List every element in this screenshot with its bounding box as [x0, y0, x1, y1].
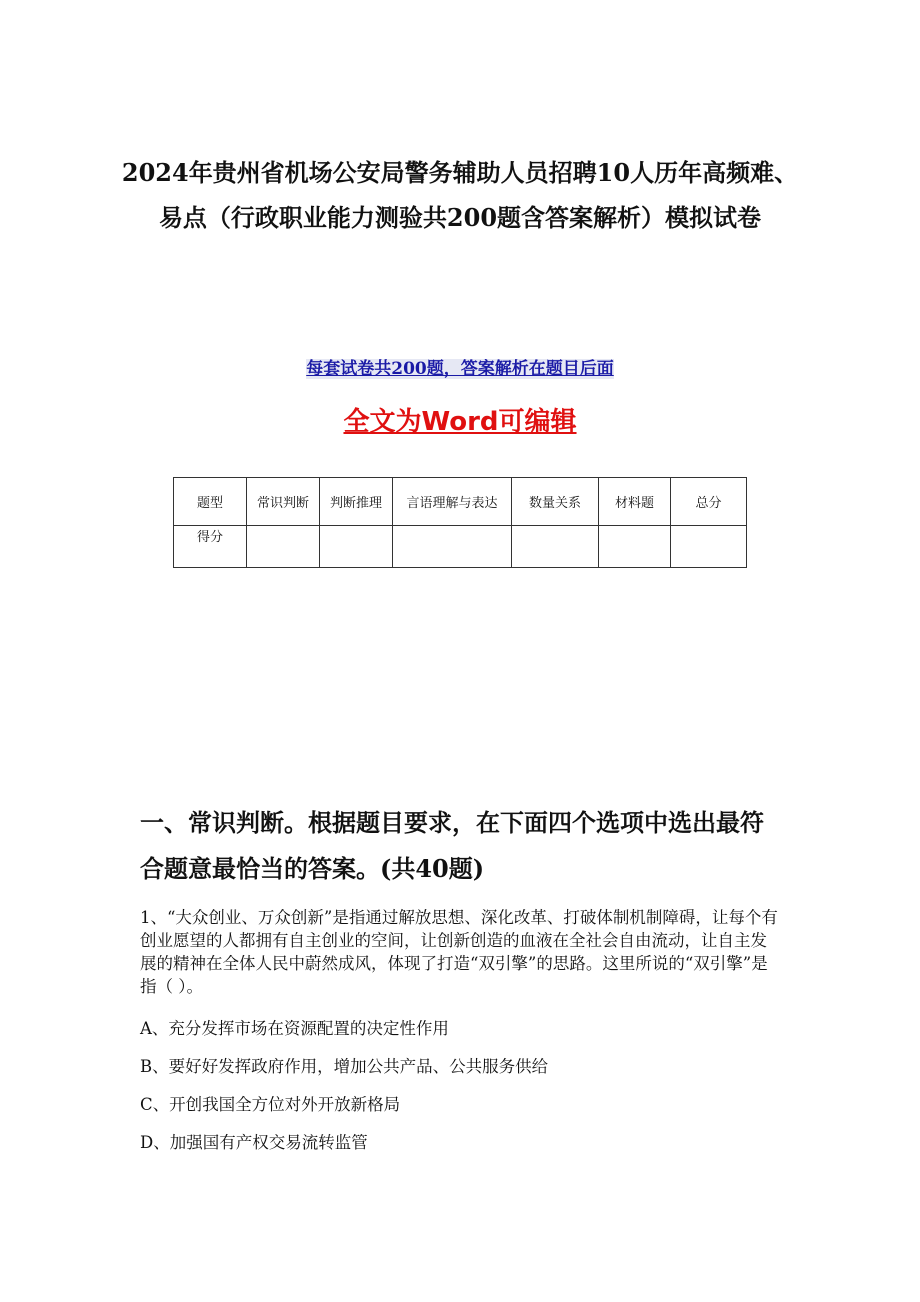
score-cell[interactable]: [320, 526, 393, 568]
option-d: D、加强国有产权交易流转监管: [140, 1133, 368, 1152]
header-cell-material: 材料题: [599, 478, 671, 526]
header-cell-common-sense: 常识判断: [247, 478, 320, 526]
header-cell-type: 题型: [174, 478, 247, 526]
subtitle-link[interactable]: 每套试卷共200题，答案解析在题目后面: [306, 359, 614, 379]
option-b: B、要好好发挥政府作用，增加公共产品、公共服务供给: [140, 1057, 549, 1076]
score-table-row: [174, 526, 747, 568]
option-a: A、充分发挥市场在资源配置的决定性作用: [140, 1019, 449, 1038]
header-cell-quantitative: 数量关系: [512, 478, 599, 526]
row-label-score: 得分: [174, 526, 247, 568]
header-cell-total: 总分: [671, 478, 747, 526]
score-cell[interactable]: [247, 526, 320, 568]
header-cell-verbal: 言语理解与表达: [393, 478, 512, 526]
option-c: C、开创我国全方位对外开放新格局: [140, 1095, 401, 1114]
header-cell-reasoning: 判断推理: [320, 478, 393, 526]
score-cell[interactable]: [671, 526, 747, 568]
subtitle: [0, 357, 920, 381]
score-cell[interactable]: [512, 526, 599, 568]
score-cell[interactable]: [599, 526, 671, 568]
score-table-header-row: [174, 478, 747, 526]
editable-note: 全文为Word可编辑: [343, 407, 577, 437]
score-cell[interactable]: [393, 526, 512, 568]
score-table: [173, 477, 747, 568]
question-text: 1、“大众创业、万众创新”是指通过解放思想、深化改革、打破体制机制障碍，让每个有创业愿望的人都拥有自主创业的空间，让创新创造的血液在全社会自由流动，让自主发展的精神在全体人民中蔚然成风，体现了打造“双引擎”的思路。这里所说的“双引擎”是指（ ）。: [140, 908, 778, 996]
section-heading: 一、常识判断。根据题目要求，在下面四个选项中选出最符合题意最恰当的答案。(共40题): [140, 808, 764, 883]
document-title: 2024年贵州省机场公安局警务辅助人员招聘10人历年高频难、易点（行政职业能力测验共200题含答案解析）模拟试卷: [121, 158, 799, 232]
